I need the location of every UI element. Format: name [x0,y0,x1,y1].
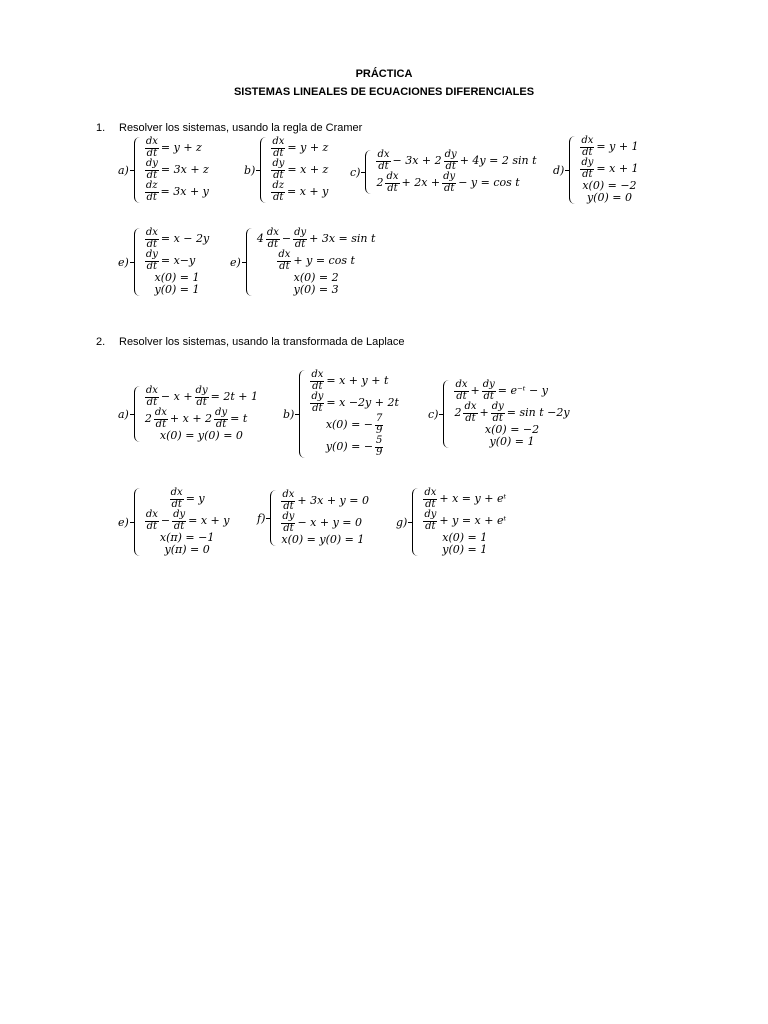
equation-term: − y = cos t [458,175,520,189]
fraction-numerator: dx [145,136,158,147]
fraction [423,488,437,510]
fraction-numerator: dy [282,511,295,522]
equation-list [453,380,570,448]
fraction [172,510,186,532]
system-1a [118,137,210,203]
equation [144,137,210,159]
equation-term: = x + 1 [596,161,639,175]
fraction [580,136,594,158]
fraction-denominator: dt [283,500,294,512]
fraction [463,402,477,424]
equation [270,181,329,203]
fraction-numerator: dx [282,489,295,500]
fraction-denominator: dt [196,396,207,408]
fraction-denominator: 9 [376,446,383,458]
equation-term: + y = x + eᵗ [439,513,507,527]
fraction-denominator: dt [425,520,436,532]
equation-term: − x + [160,389,193,403]
fraction-denominator: dt [294,238,306,250]
fraction-numerator: dy [215,407,228,418]
equation-term: y(0) = 1 [489,435,535,449]
equation-list [144,137,210,203]
system-label: e) [230,255,241,269]
fraction-numerator: dx [581,135,594,146]
left-brace [134,137,141,203]
system-1b [244,137,329,203]
fraction [444,150,458,172]
fraction-denominator: dt [387,182,398,194]
equation-term: 2 [454,405,462,419]
equation-term: − [281,231,292,245]
fraction [442,172,456,194]
equation [144,228,210,250]
equation [270,137,329,159]
equation-term: x(0) = y(0) = 0 [159,429,243,442]
fraction [145,510,159,532]
section2-instruction: Resolver los sistemas, usando la transformada de Laplace [119,336,405,348]
fraction [277,250,291,272]
equation-term: − [160,513,171,527]
left-brace [299,370,306,458]
equation-term: y(0) = 3 [293,283,339,297]
system-2a [118,386,259,442]
page-title: PRÁCTICA [355,68,413,80]
fraction-denominator: dt [155,418,167,430]
system-1e [118,228,210,296]
system-2f [257,490,370,546]
equation-list [144,488,231,556]
fraction-numerator: 7 [376,413,383,424]
equation-list [309,370,400,458]
equation [270,159,329,181]
system-label: a) [118,407,129,421]
equation-term: − x + y = 0 [297,515,362,529]
equation-term: = x − 2y [160,231,210,245]
equation-term: = y + z [160,140,202,154]
equation [256,228,377,250]
equation-term: = x + z [287,162,329,176]
equation [256,250,377,272]
equation-term: + [479,405,489,419]
equation [144,430,259,442]
equation [309,414,400,436]
equation [579,136,639,158]
system-2e [118,488,230,556]
fraction-denominator: dt [267,238,279,250]
fraction [266,228,280,250]
fraction-denominator: dt [465,412,476,424]
equation [375,172,537,194]
equation-term: x(π) = −1 [159,531,215,544]
equation [144,408,259,430]
system-1e-second [230,228,376,296]
fraction-numerator: dy [311,391,324,402]
equation-term: x(0) = y(0) = 1 [281,533,365,546]
equation [309,370,400,392]
fraction-denominator: dt [273,169,284,181]
fraction-denominator: dt [146,169,158,181]
fraction-numerator: dy [145,249,158,260]
equation [422,544,507,556]
equation-term: x(0) = −2 [582,179,637,192]
fraction-denominator: dt [425,498,436,510]
fraction [145,181,159,203]
fraction-numerator: dx [145,509,158,520]
equation-term: x(0) = 1 [442,531,488,544]
equation [375,150,537,172]
equation [453,402,570,424]
fraction [375,436,383,458]
equation-list [280,490,370,546]
page-subtitle: SISTEMAS LINEALES DE ECUACIONES DIFERENCIALES [233,86,535,98]
equation-term: = y [185,491,205,505]
equation-term: = x + y [188,513,230,527]
equation-term: 2 [376,175,384,189]
fraction-numerator: dz [272,180,285,191]
fraction-numerator: dx [145,227,158,238]
fraction-denominator: dt [273,147,284,159]
fraction [271,181,285,203]
fraction [145,250,159,272]
fraction-denominator: dt [582,146,593,158]
equation-list [256,228,377,296]
equation [280,512,370,534]
equation [144,510,231,532]
fraction [271,137,285,159]
fraction-numerator: dz [145,180,158,191]
fraction-denominator: dt [378,160,389,172]
system-1c [350,150,537,194]
fraction-denominator: dt [146,520,158,532]
equation [422,510,507,532]
system-label: e) [118,255,129,269]
fraction-denominator: dt [146,147,158,159]
system-label: a) [118,163,129,177]
system-1d [553,136,640,204]
equation-term: = x + y [287,184,329,198]
equation-term: y(0) = 1 [154,283,200,297]
fraction-denominator: dt [483,390,494,402]
equation [579,158,639,180]
fraction-denominator: dt [146,396,158,408]
fraction [310,392,324,414]
fraction [154,408,168,430]
equation [144,159,210,181]
equation-term: = t [230,411,248,425]
fraction-denominator: dt [146,191,157,203]
equation [144,544,231,556]
equation [144,284,210,296]
fraction-numerator: dy [195,385,208,396]
fraction-denominator: dt [283,522,294,534]
left-brace [569,136,576,204]
section1-number: 1. [96,122,106,134]
left-brace [134,228,141,296]
equation-term: = y + z [287,140,329,154]
equation-list [579,136,639,204]
fraction [423,510,437,532]
fraction-numerator: dx [377,149,390,160]
fraction-numerator: dx [170,487,183,498]
equation [144,250,210,272]
equation [453,380,570,402]
equation [144,181,210,203]
fraction-numerator: dy [173,509,186,520]
fraction [376,150,390,172]
fraction-numerator: dy [294,227,307,238]
equation-term: x(0) = 2 [293,271,339,284]
fraction [385,172,399,194]
fraction-numerator: dx [145,385,158,396]
equation [144,386,259,408]
fraction-numerator: dy [491,401,504,412]
fraction [293,228,307,250]
system-label: g) [396,515,408,529]
equation-term: y(0) = 0 [586,191,632,205]
system-label: c) [428,407,439,421]
fraction [281,512,295,534]
fraction [310,370,324,392]
section1-instruction: Resolver los sistemas, usando la regla de Cramer [119,122,363,134]
fraction-denominator: dt [312,380,323,392]
equation-list [422,488,507,556]
fraction [580,158,594,180]
fraction [271,159,285,181]
equation [280,534,370,546]
equation-term: = x−y [160,253,196,267]
equation-list [144,386,259,442]
fraction [214,408,228,430]
fraction-numerator: dx [278,249,291,260]
left-brace [260,137,267,203]
equation-term: = sin t −2y [506,405,570,419]
equation-list [270,137,329,203]
equation [309,392,400,414]
system-label: b) [244,163,256,177]
fraction [145,159,159,181]
fraction [454,380,468,402]
equation [453,436,570,448]
fraction-numerator: 5 [376,435,383,446]
fraction-numerator: dx [311,369,324,380]
fraction [145,386,159,408]
fraction-denominator: dt [279,260,290,272]
system-2b [283,370,400,458]
fraction [195,386,209,408]
equation-term: + [470,383,480,397]
system-label: b) [283,407,295,421]
equation-term: − 3x + 2 [392,153,442,167]
left-brace [270,490,277,546]
fraction-numerator: dx [272,136,285,147]
equation-term: x(0) = − [325,417,374,431]
fraction-denominator: dt [146,238,158,250]
equation [144,488,231,510]
fraction-denominator: dt [312,402,323,414]
fraction-denominator: dt [456,390,467,402]
system-label: f) [257,511,266,525]
equation-term: y(π) = 0 [164,543,210,557]
fraction [145,228,159,250]
fraction-denominator: dt [173,520,185,532]
equation-term: = x + y + t [326,373,389,387]
fraction-denominator: dt [215,418,227,430]
equation-term: + x + 2 [169,411,213,425]
fraction-denominator: dt [582,168,593,180]
equation [280,490,370,512]
fraction-numerator: dx [464,401,477,412]
equation-term: x(0) = 1 [154,271,200,284]
equation-term: + y = cos t [293,253,355,267]
system-label: e) [118,515,129,529]
equation-term: = x −2y + 2t [326,395,399,409]
fraction-numerator: dx [455,379,468,390]
equation-term: + 3x = sin t [309,231,376,245]
left-brace [134,488,141,556]
fraction [145,137,159,159]
system-label: c) [350,165,361,179]
fraction [170,488,184,510]
equation [422,488,507,510]
equation [256,284,377,296]
fraction-numerator: dy [443,171,456,182]
equation-term: y(0) = 1 [442,543,488,557]
fraction-numerator: dx [386,171,399,182]
fraction-denominator: dt [492,412,503,424]
system-label: d) [553,163,565,177]
fraction [375,414,383,436]
fraction-denominator: dt [171,498,182,510]
equation-term: + x = y + eᵗ [439,491,507,505]
equation-term: x(0) = −2 [484,423,540,436]
fraction-numerator: dx [424,487,437,498]
left-brace [443,380,450,448]
system-2c [428,380,571,448]
equation-term: = e⁻ᵗ − y [497,383,548,397]
equation-term: + 2x + [401,175,441,189]
left-brace [246,228,253,296]
equation-term: 4 [256,231,264,245]
equation-term: = 3x + z [160,162,209,176]
fraction-numerator: dy [272,158,285,169]
fraction-denominator: 9 [376,424,383,436]
fraction-numerator: dx [266,227,279,238]
equation-list [375,150,537,194]
left-brace [412,488,419,556]
equation-list [144,228,210,296]
fraction-denominator: dt [443,182,455,194]
fraction [482,380,496,402]
fraction-denominator: dt [146,260,158,272]
fraction-numerator: dy [424,509,437,520]
fraction-numerator: dy [145,158,158,169]
equation-term: = y + 1 [596,139,639,153]
left-brace [134,386,141,442]
equation-term: + 3x + y = 0 [297,493,369,507]
system-2g [396,488,507,556]
fraction [491,402,505,424]
equation-term: = 2t + 1 [210,389,258,403]
equation-term: = 3x + y [160,184,209,198]
equation-term: + 4y = 2 sin t [459,153,537,167]
fraction [281,490,295,512]
fraction-numerator: dy [581,157,594,168]
fraction-numerator: dy [482,379,495,390]
equation [309,436,400,458]
fraction-numerator: dy [444,149,457,160]
equation-term: y(0) = − [325,439,374,453]
fraction-denominator: dt [445,160,456,172]
fraction-numerator: dx [154,407,167,418]
fraction-denominator: dt [272,191,284,203]
equation-term: 2 [144,411,152,425]
equation [579,192,639,204]
left-brace [365,150,372,194]
section2-number: 2. [96,336,106,348]
